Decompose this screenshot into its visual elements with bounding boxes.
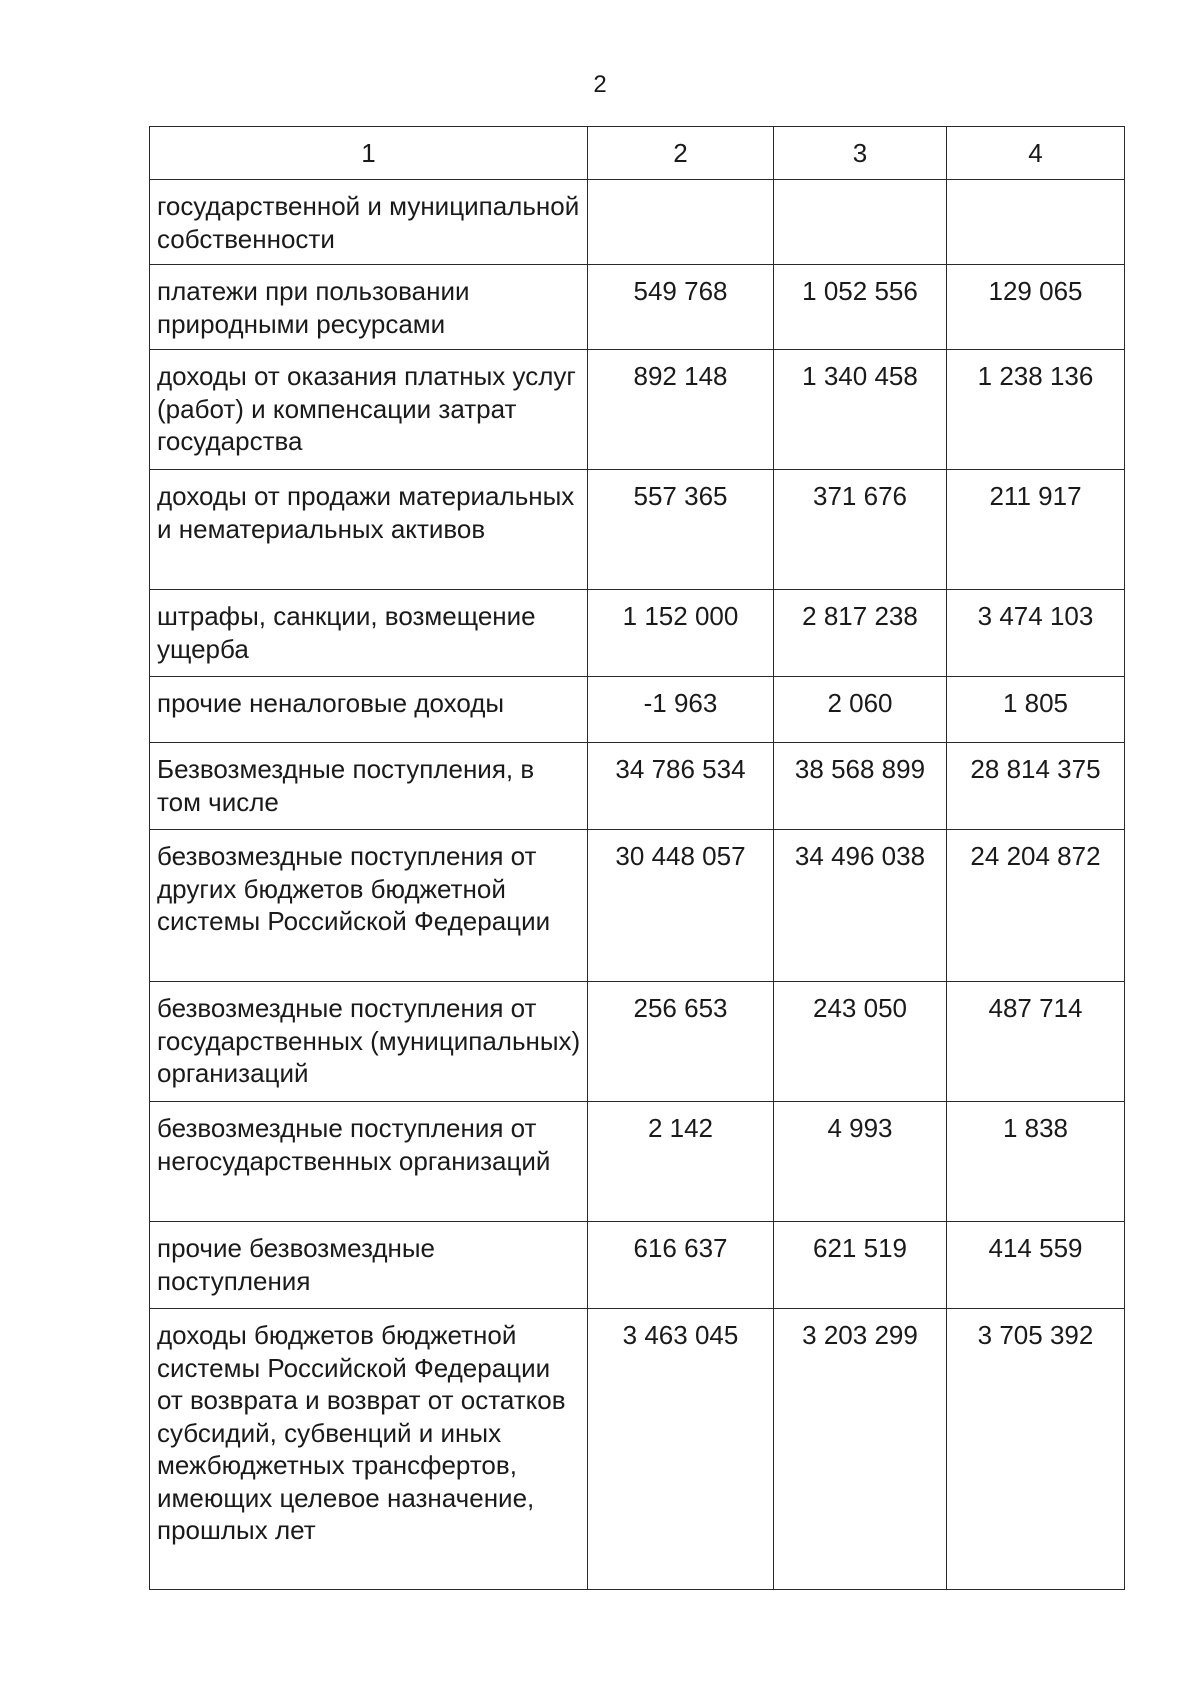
row-label: платежи при пользовании природными ресурсами [150, 265, 588, 350]
row-label: доходы от оказания платных услуг (работ) и компенсации затрат государства [150, 350, 588, 470]
value-col-3: 243 050 [774, 982, 947, 1102]
table-header-row [150, 127, 1125, 180]
column-header-1: 1 [150, 127, 588, 180]
table-row [150, 743, 1125, 830]
table-row [150, 590, 1125, 677]
value-col-3: 371 676 [774, 470, 947, 590]
value-col-2: 549 768 [588, 265, 774, 350]
value-col-2: -1 963 [588, 677, 774, 743]
value-col-2: 1 152 000 [588, 590, 774, 677]
table-row [150, 1309, 1125, 1590]
table-row [150, 470, 1125, 590]
table-row [150, 677, 1125, 743]
value-col-3: 2 817 238 [774, 590, 947, 677]
table-row [150, 180, 1125, 265]
row-label: безвозмездные поступления от государственных (муниципальных) организаций [150, 982, 588, 1102]
row-label: доходы от продажи материальных и нематериальных активов [150, 470, 588, 590]
value-col-4: 1 805 [947, 677, 1125, 743]
value-col-4: 24 204 872 [947, 830, 1125, 982]
row-label: доходы бюджетов бюджетной системы Российской Федерации от возврата и возврат от остатков субсидий, субвенций и иных межбюджетных трансфертов, имеющих целевое назначение, прошлых лет [150, 1309, 588, 1590]
table-row [150, 982, 1125, 1102]
value-col-2: 557 365 [588, 470, 774, 590]
value-col-2: 892 148 [588, 350, 774, 470]
row-label: безвозмездные поступления от других бюджетов бюджетной системы Российской Федерации [150, 830, 588, 982]
table-row [150, 350, 1125, 470]
table-row [150, 1222, 1125, 1309]
row-label: прочие неналоговые доходы [150, 677, 588, 743]
table-row [150, 265, 1125, 350]
row-label: прочие безвозмездные поступления [150, 1222, 588, 1309]
value-col-3: 34 496 038 [774, 830, 947, 982]
value-col-2: 2 142 [588, 1102, 774, 1222]
row-label: штрафы, санкции, возмещение ущерба [150, 590, 588, 677]
value-col-4: 1 838 [947, 1102, 1125, 1222]
value-col-3: 1 340 458 [774, 350, 947, 470]
table-row [150, 830, 1125, 982]
value-col-3: 4 993 [774, 1102, 947, 1222]
value-col-4: 211 917 [947, 470, 1125, 590]
column-header-4: 4 [947, 127, 1125, 180]
value-col-2: 256 653 [588, 982, 774, 1102]
value-col-3 [774, 180, 947, 265]
value-col-3: 38 568 899 [774, 743, 947, 830]
row-label: безвозмездные поступления от негосударственных организаций [150, 1102, 588, 1222]
value-col-4: 3 474 103 [947, 590, 1125, 677]
value-col-3: 3 203 299 [774, 1309, 947, 1590]
value-col-4 [947, 180, 1125, 265]
value-col-2: 616 637 [588, 1222, 774, 1309]
value-col-4: 487 714 [947, 982, 1125, 1102]
value-col-3: 1 052 556 [774, 265, 947, 350]
value-col-4: 3 705 392 [947, 1309, 1125, 1590]
value-col-3: 621 519 [774, 1222, 947, 1309]
value-col-2: 3 463 045 [588, 1309, 774, 1590]
column-header-2: 2 [588, 127, 774, 180]
value-col-2 [588, 180, 774, 265]
value-col-3: 2 060 [774, 677, 947, 743]
revenue-table [149, 126, 1125, 1590]
value-col-4: 1 238 136 [947, 350, 1125, 470]
table-row [150, 1102, 1125, 1222]
page-number: 2 [593, 71, 607, 98]
column-header-3: 3 [774, 127, 947, 180]
row-label: государственной и муниципальной собственности [150, 180, 588, 265]
row-label: Безвозмездные поступления, в том числе [150, 743, 588, 830]
value-col-2: 34 786 534 [588, 743, 774, 830]
value-col-4: 28 814 375 [947, 743, 1125, 830]
value-col-2: 30 448 057 [588, 830, 774, 982]
value-col-4: 414 559 [947, 1222, 1125, 1309]
value-col-4: 129 065 [947, 265, 1125, 350]
